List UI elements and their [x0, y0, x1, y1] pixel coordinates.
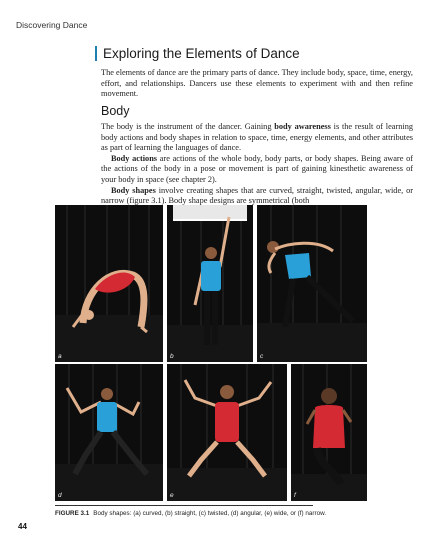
- term-body-actions: Body actions: [111, 153, 158, 163]
- paragraph-1: [101, 122, 413, 154]
- dancer-angular-illustration: [55, 364, 163, 501]
- photo-letter-a: a: [58, 353, 62, 360]
- dancer-twisted-illustration: [257, 205, 367, 362]
- dancer-wide-illustration: [167, 364, 287, 501]
- photo-letter-f: f: [294, 492, 296, 499]
- photo-letter-c: c: [260, 353, 264, 360]
- caption-rule: [55, 505, 313, 506]
- para3-after: involve creating shapes that are curved, straight, twisted, angular, wide, or narrow (figure 3.1). Body shape designs are symmetrical (both: [101, 185, 413, 206]
- photo-e-wide: [167, 364, 287, 501]
- paragraph-3: [101, 186, 413, 207]
- dancer-curved-illustration: [55, 205, 163, 362]
- term-body-shapes: Body shapes: [111, 185, 156, 195]
- section-title-block: [95, 46, 421, 61]
- paragraph-2: [101, 154, 413, 186]
- photo-letter-d: d: [58, 492, 62, 499]
- term-body-awareness: body awareness: [274, 122, 331, 131]
- intro-paragraph: The elements of dance are the primary parts of dance. They include body, space, time, energy, effort, and relationships. Dancers use these elements to experiment with and then refine movement.: [101, 68, 413, 99]
- photo-d-angular: [55, 364, 163, 501]
- para1-before: The body is the instrument of the dancer. Gaining: [101, 122, 275, 131]
- figure-label: FIGURE 3.1: [55, 510, 90, 517]
- photo-c-twisted: [257, 205, 367, 362]
- subheading-body: Body: [101, 104, 130, 118]
- photo-a-curved: [55, 205, 163, 362]
- photo-letter-b: b: [170, 353, 174, 360]
- photo-f-narrow: [291, 364, 367, 501]
- photo-b-straight: [167, 205, 253, 362]
- running-head: Discovering Dance: [16, 20, 88, 30]
- photo-letter-e: e: [170, 492, 174, 499]
- section-title: Exploring the Elements of Dance: [103, 46, 300, 61]
- dancer-narrow-illustration: [291, 364, 367, 501]
- body-text: [101, 122, 413, 207]
- dancer-straight-illustration: [167, 205, 253, 362]
- para2-after: are actions of the whole body, body parts, or body shapes. Being aware of the actions of the body in a pose or movement is part of gaining kinesthetic awareness of your body in space (see chapter 2).: [101, 153, 413, 184]
- figure-caption: [55, 510, 395, 517]
- para1-after: is the result of learning body actions and body shapes in relation to space, time, energy elements, and other attributes as part of learning the languages of dance.: [101, 122, 413, 153]
- figure-caption-text: Body shapes: (a) curved, (b) straight, (c) twisted, (d) angular, (e) wide, or (f) narrow.: [93, 510, 327, 517]
- page-number: 44: [18, 522, 27, 531]
